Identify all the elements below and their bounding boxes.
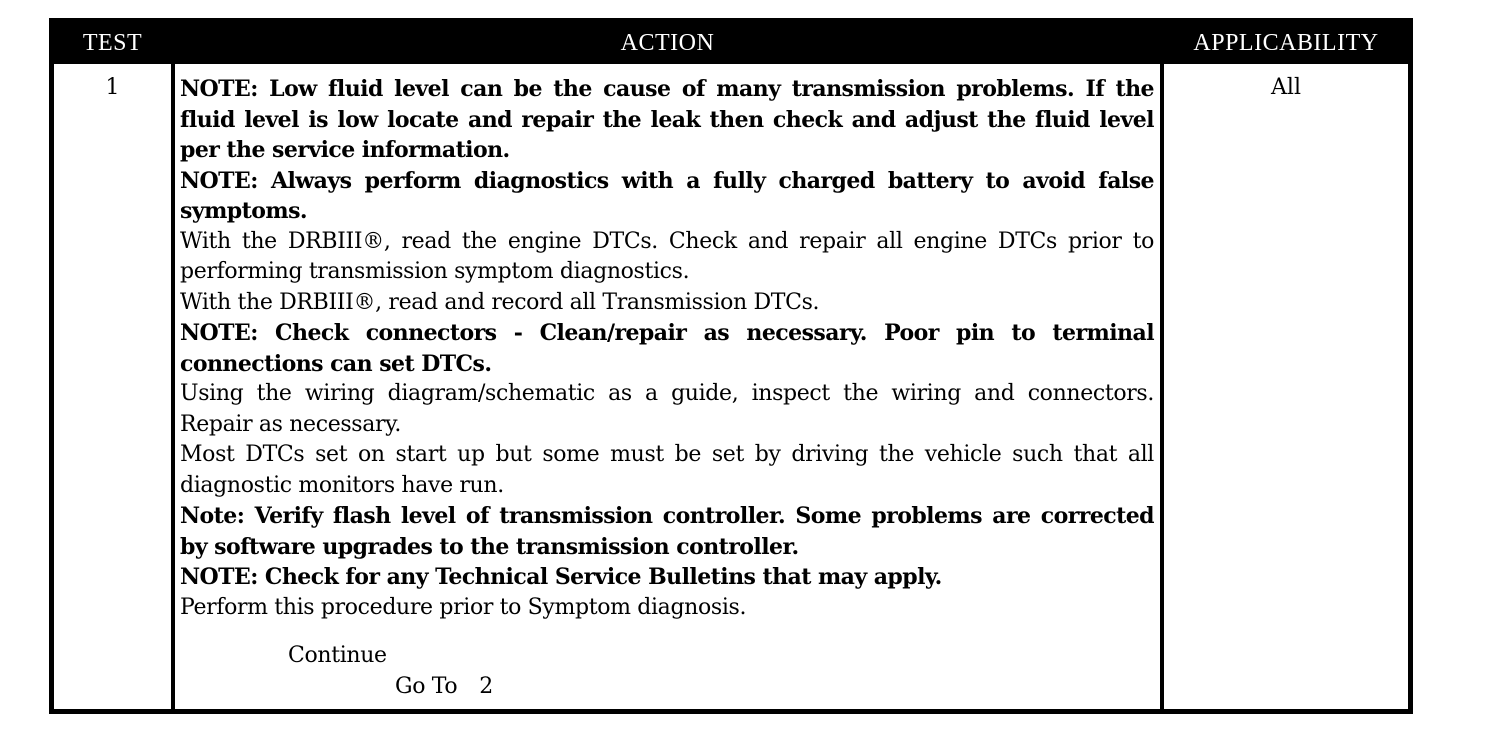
instruction-engine-dtcs: With the DRBIII®, read the engine DTCs. Check and repair all engine DTCs prior to performing transmission symptom diagnostics. (180, 228, 1154, 284)
goto-step[interactable] (180, 671, 1154, 702)
note-battery: NOTE: Always perform diagnostics with a fully charged battery to avoid false symptoms. (180, 167, 1154, 224)
goto-label: Go To (395, 674, 458, 699)
instruction-procedure: Perform this procedure prior to Symptom diagnosis. (180, 594, 747, 620)
header-test: TEST (82, 30, 143, 56)
instruction-monitors: Most DTCs set on start up but some must be set by driving the vehicle such that all diagnostic monitors have run. (180, 442, 1154, 498)
result-continue: Continue (288, 643, 387, 668)
diagnostic-table (49, 18, 1413, 714)
column-divider (171, 64, 175, 709)
note-flash-level: Note: Verify flash level of transmission controller. Some problems are corrected by software upgrades to the transmission controller. (180, 503, 1154, 560)
action-cell (180, 74, 1154, 702)
header-applicability: APPLICABILITY (1193, 30, 1379, 56)
note-connectors: NOTE: Check connectors - Clean/repair as necessary. Poor pin to terminal connections can set DTCs. (180, 320, 1154, 377)
note-low-fluid: NOTE: Low fluid level can be the cause of many transmission problems. If the fluid level is low locate and repair the leak then check and adjust the fluid level per the service information. (180, 76, 1154, 163)
test-number: 1 (105, 75, 120, 100)
column-divider (1160, 64, 1164, 709)
table-header-row (54, 23, 1408, 64)
header-action: ACTION (620, 30, 715, 56)
applicability-value: All (1271, 75, 1301, 100)
instruction-record-dtcs: With the DRBIII®, read and record all Transmission DTCs. (180, 289, 820, 315)
note-tsb: NOTE: Check for any Technical Service Bulletins that may apply. (180, 564, 942, 590)
instruction-wiring: Using the wiring diagram/schematic as a guide, inspect the wiring and connectors. Repair as necessary. (180, 381, 1154, 437)
goto-target[interactable]: 2 (479, 674, 493, 699)
